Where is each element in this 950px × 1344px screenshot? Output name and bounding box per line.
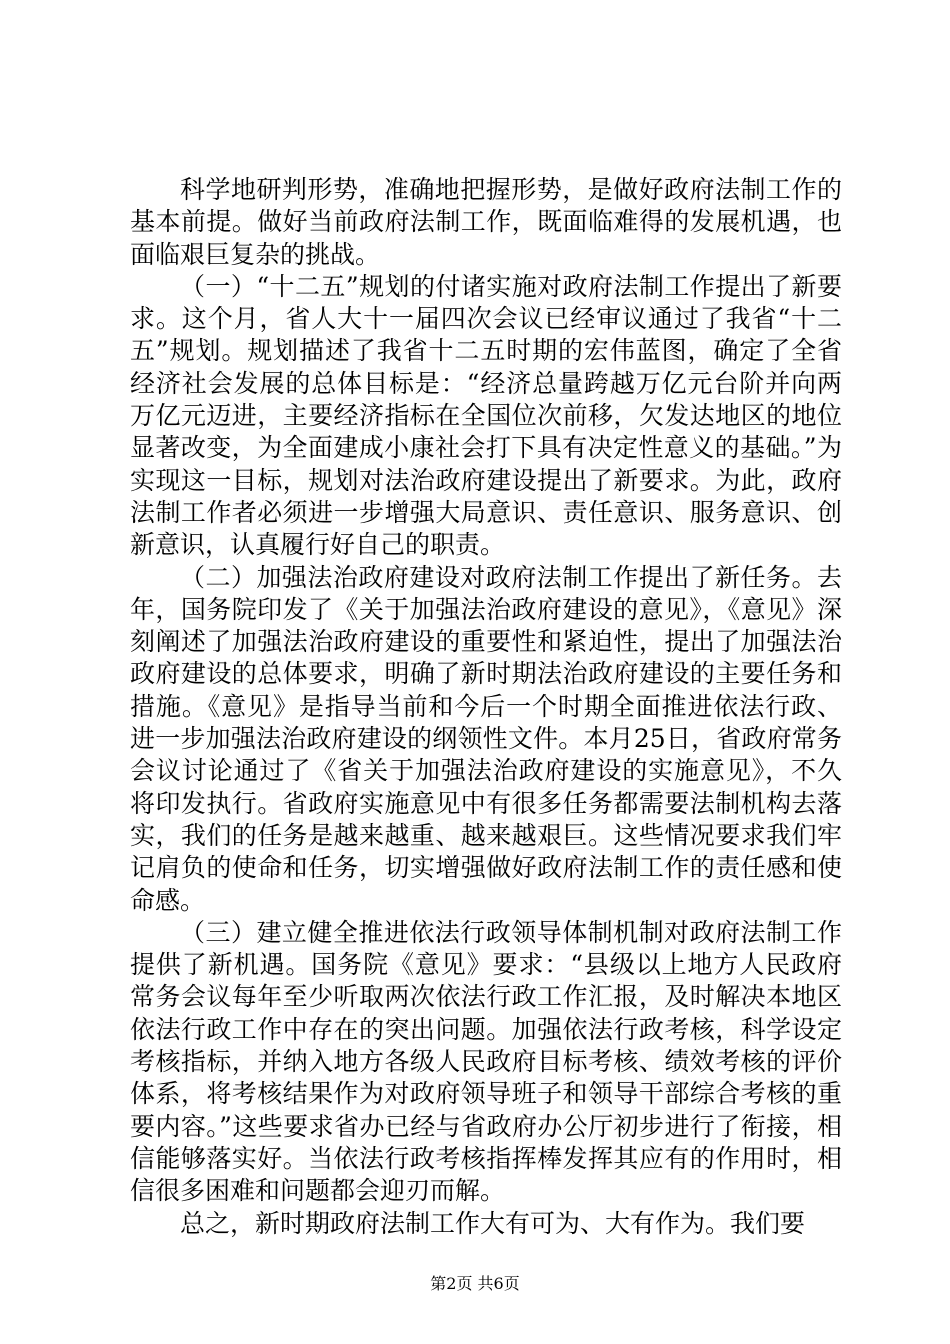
page-number: 第2页 共6页 [430,1274,520,1293]
document-body [130,174,842,1240]
paragraph-section-1: （一）“十二五”规划的付诸实施对政府法制工作提出了新要求。这个月，省人大十一届四次会议已经审议通过了我省“十二五”规划。规划描述了我省十二五时期的宏伟蓝图，确定了全省经济社会发展的总体目标是：“经济总量跨越万亿元台阶并向两万亿元迈进，主要经济指标在全国位次前移，欠发达地区的地位显著改变，为全面建成小康社会打下具有决定性意义的基础。”为实现这一目标，规划对法治政府建设提出了新要求。为此，政府法制工作者必须进一步增强大局意识、责任意识、服务意识、创新意识，认真履行好自己的职责。 [130,271,842,560]
paragraph-intro: 科学地研判形势，准确地把握形势，是做好政府法制工作的基本前提。做好当前政府法制工作，既面临难得的发展机遇，也面临艰巨复杂的挑战。 [130,175,842,269]
paragraph-section-2: （二）加强法治政府建设对政府法制工作提出了新任务。去年，国务院印发了《关于加强法治政府建设的意见》，《意见》深刻阐述了加强法治政府建设的重要性和紧迫性，提出了加强法治政府建设的总体要求，明确了新时期法治政府建设的主要任务和措施。《意见》是指导当前和今后一个时期全面推进依法行政、进一步加强法治政府建设的纲领性文件。本月25日，省政府常务会议讨论通过了《省关于加强法治政府建设的实施意见》，不久将印发执行。省政府实施意见中有很多任务都需要法制机构去落实，我们的任务是越来越重、越来越艰巨。这些情况要求我们牢记肩负的使命和任务，切实增强做好政府法制工作的责任感和使命感。 [130,562,842,915]
paragraph-conclusion: 总之，新时期政府法制工作大有可为、大有作为。我们要 [180,1208,806,1238]
paragraph-section-3: （三）建立健全推进依法行政领导体制机制对政府法制工作提供了新机遇。国务院《意见》要求：“县级以上地方人民政府常务会议每年至少听取两次依法行政工作汇报，及时解决本地区依法行政工作中存在的突出问题。加强依法行政考核，科学设定考核指标，并纳入地方各级人民政府目标考核、绩效考核的评价体系，将考核结果作为对政府领导班子和领导干部综合考核的重要内容。”这些要求省办已经与省政府办公厅初步进行了衔接，相信能够落实好。当依法行政考核指挥棒发挥其应有的作用时，相信很多困难和问题都会迎刃而解。 [130,917,842,1206]
page-footer [0,1271,950,1294]
